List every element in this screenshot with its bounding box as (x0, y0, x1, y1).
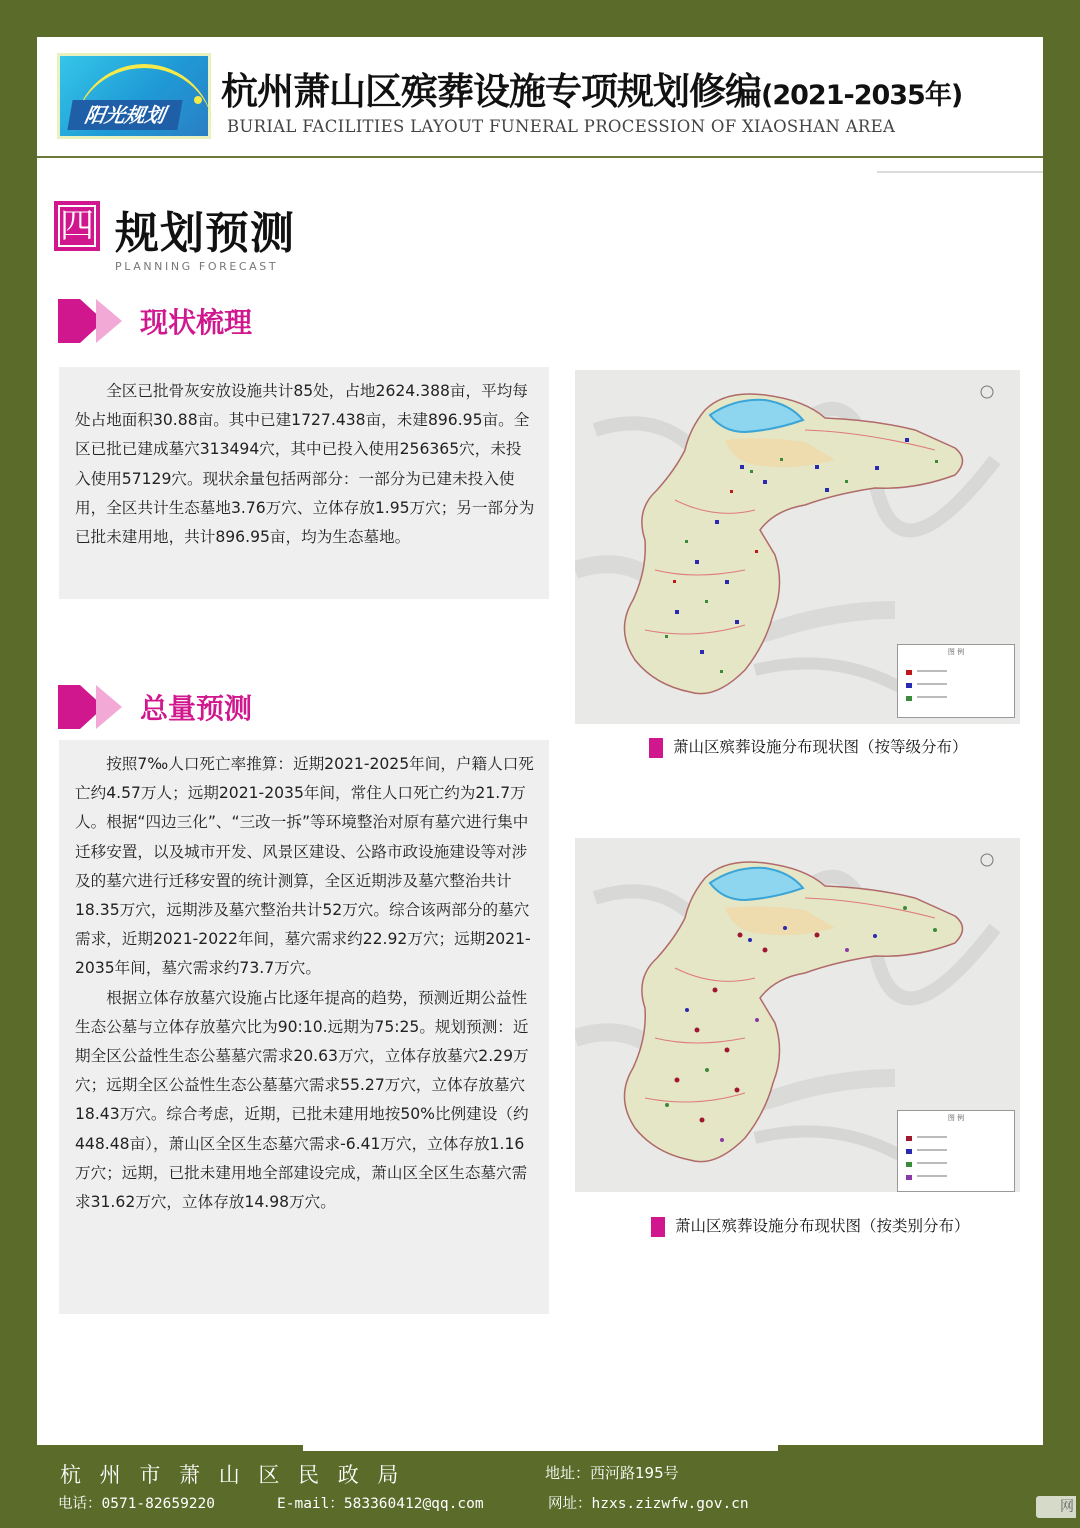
poster-sheet (37, 37, 1043, 1445)
map-caption-2-text: 萧山区殡葬设施分布现状图（按类别分布） (675, 1217, 970, 1235)
section-title: 规划预测 (115, 208, 295, 259)
footer (0, 1445, 1080, 1528)
forecast-paragraph-1: 按照7‰人口死亡率推算：近期2021-2025年间，户籍人口死亡约4.57万人；远期2021-2035年间，常住人口死亡约为21.7万人。根据“四边三化”、“三改一拆”等环境整治对原有墓穴进行集中迁移安置，以及城市开发、风景区建设、公路市政设施建设等对涉及的墓穴进行迁移安置的统计测算，全区近期涉及墓穴整治共计18.35万穴，远期涉及墓穴整治共计52万穴。综合该两部分的墓穴需求，近期2021-2022年间，墓穴需求约22.92万穴；远期2021-2035年间，墓穴需求约73.7万穴。 (75, 755, 534, 978)
section-number-badge (54, 201, 100, 251)
caption-marker (651, 1217, 665, 1237)
section-number: 四 (60, 206, 94, 246)
current-textbox (59, 367, 549, 599)
footer-strip (303, 1445, 778, 1451)
footer-website: 网址：hzxs.zizwfw.gov.cn (548, 1496, 749, 1512)
title-cn: 杭州萧山区殡葬设施专项规划修编 (221, 70, 761, 113)
header-divider-short (877, 171, 1043, 173)
title-en: BURIAL FACILITIES LAYOUT FUNERAL PROCESSION OF XIAOSHAN AREA (227, 117, 896, 136)
map-by-category (575, 838, 1020, 1192)
watermark: 网 (1036, 1496, 1076, 1518)
forecast-paragraph-2: 根据立体存放墓穴设施占比逐年提高的趋势，预测近期公益性生态公墓与立体存放墓穴比为90:10.远期为75:25。规划预测：近期全区公益性生态公墓墓穴需求20.63万穴，立体存放墓穴2.29万穴；远期全区公益性生态公墓墓穴需求55.27万穴，立体存放墓穴18.43万穴。综合考虑，近期，已批未建用地按50%比例建设（约448.48亩），萧山区全区生态墓穴需求-6.41万穴，立体存放1.16万穴；远期，已批未建用地全部建设完成，萧山区全区生态墓穴需求31.62万穴，立体存放14.98万穴。 (75, 988, 529, 1212)
forecast-textbox (59, 740, 549, 1314)
map-legend: 图 例 (897, 644, 1015, 718)
footer-tel: 电话：0571-82659220 (58, 1496, 215, 1512)
logo-text: 阳光规划 (67, 100, 182, 130)
map-caption-2 (651, 1214, 970, 1237)
page-title (221, 61, 962, 115)
map-legend: 图 例 (897, 1110, 1015, 1192)
map-caption-1-text: 萧山区殡葬设施分布现状图（按等级分布） (673, 738, 968, 756)
yangguang-logo (57, 53, 211, 139)
caption-marker (649, 738, 663, 758)
subheading-current-text: 现状梳理 (140, 306, 253, 339)
footer-address: 地址：西河路195号 (545, 1464, 679, 1482)
map-by-level (575, 370, 1020, 724)
header-divider (37, 156, 1043, 158)
footer-org: 杭 州 市 萧 山 区 民 政 局 (60, 1463, 405, 1487)
subheading-forecast-text: 总量预测 (140, 692, 253, 725)
section-subtitle-en: PLANNING FORECAST (115, 260, 279, 273)
map-caption-1 (649, 735, 968, 758)
title-year: (2021-2035年) (761, 80, 963, 111)
footer-email: E-mail：583360412@qq.com (277, 1496, 484, 1512)
current-paragraph: 全区已批骨灰安放设施共计85处，占地2624.388亩，平均每处占地面积30.88亩。其中已建1727.438亩，未建896.95亩。全区已批已建成墓穴313494穴，其中已投入使用256365穴，未投入使用57129穴。现状余量包括两部分：一部分为已建未投入使用，全区共计生态墓地3.76万穴、立体存放1.95万穴；另一部分为已批未建用地，共计896.95亩，均为生态墓地。 (75, 382, 535, 547)
